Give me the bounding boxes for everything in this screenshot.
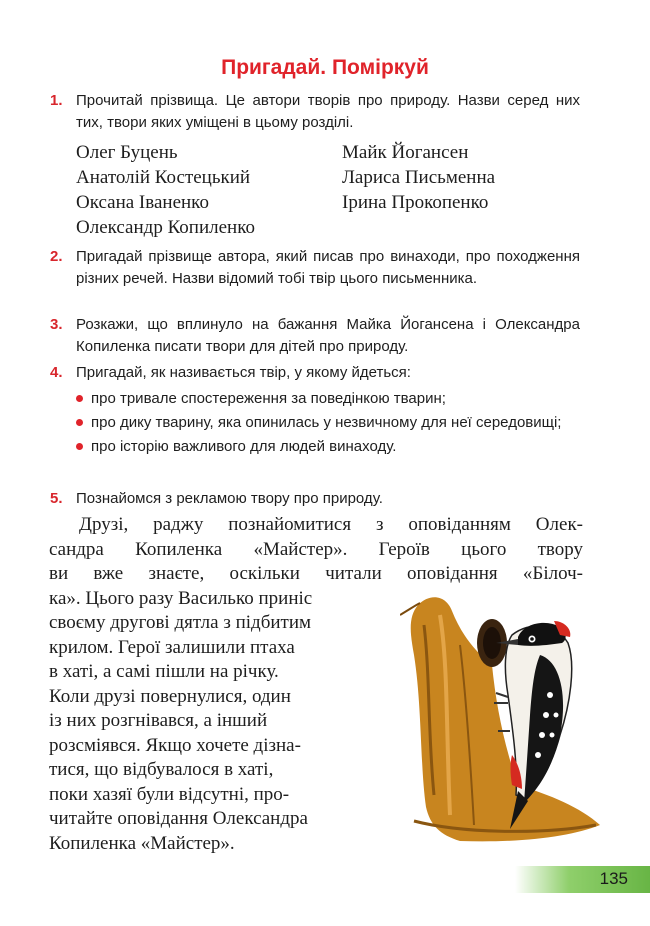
task-number: 5. <box>50 490 63 507</box>
authors-left-column <box>76 140 255 240</box>
bullet-text: про дику тварину, яка опинилась у незвичному для неї середовищі; <box>91 414 562 431</box>
story-line: ви вже знаєте, оскільки читали оповідання «Білоч- <box>49 563 583 584</box>
task-text: Познайомся з рекламою твору про природу. <box>76 490 383 507</box>
author-name: Олександр Копиленко <box>76 217 255 238</box>
task-3 <box>50 314 580 358</box>
task-number: 2. <box>50 248 63 265</box>
task-text: Розкажи, що вплинуло на бажання Майка Йогансена і Олександра Копиленка писати твори для дітей про природу. <box>76 316 580 355</box>
bullet-dot-icon <box>76 419 83 426</box>
bullet-text: про історію важливого для людей винаходу. <box>91 438 397 455</box>
task-text: Пригадай, як називається твір, у якому йдеться: <box>76 364 411 381</box>
story-line: Копиленка «Майстер». <box>49 832 235 854</box>
list-item <box>76 412 580 434</box>
story-line: тися, що відбувалося в хаті, <box>49 759 274 780</box>
task-2 <box>50 246 580 290</box>
page-number: 135 <box>599 869 628 888</box>
author-name: Олег Буцень <box>76 142 178 163</box>
task-number: 1. <box>50 92 63 109</box>
bullet-dot-icon <box>76 443 83 450</box>
task-number: 3. <box>50 316 63 333</box>
story-line: поки хазяї були відсутні, про- <box>49 783 290 805</box>
authors-right-column <box>342 140 495 215</box>
task-text: Пригадай прізвище автора, який писав про винаходи, про походження різних речей. Назви відомий тобі твір цього письменника. <box>76 248 580 287</box>
task-4 <box>50 362 580 384</box>
task-number: 4. <box>50 364 63 381</box>
woodpecker-on-tree-icon <box>400 585 610 845</box>
story-line: читайте оповідання Олександра <box>49 808 308 829</box>
task-1 <box>50 90 580 134</box>
bullet-list <box>76 388 580 460</box>
list-item <box>76 436 580 458</box>
list-item <box>76 388 580 410</box>
page-number-tab <box>515 866 650 893</box>
author-name: Лариса Письменна <box>342 167 496 188</box>
task-5 <box>50 488 580 510</box>
story-line: Друзі, раджу познайомитися з оповіданням Олек- <box>79 514 583 535</box>
bullet-text: про тривале спостереження за поведінкою тварин; <box>91 390 446 407</box>
story-line: Коли друзі повернулися, один <box>49 685 291 707</box>
author-name: Анатолій Костецький <box>76 167 251 188</box>
story-line: крилом. Герої залишили птаха <box>49 636 295 658</box>
story-line: ка». Цього разу Василько приніс <box>49 587 313 609</box>
story-line: своєму другові дятла з підбитим <box>49 612 312 633</box>
author-name: Майк Йогансен <box>342 142 469 163</box>
story-line: розсміявся. Якщо хочете дізна- <box>49 734 301 756</box>
story-line: із них розгнівався, а інший <box>49 710 268 731</box>
story-line: сандра Копиленка «Майстер». Героїв цього твору <box>49 538 583 560</box>
author-name: Ірина Прокопенко <box>342 192 489 213</box>
author-name: Оксана Іваненко <box>76 192 209 213</box>
bullet-dot-icon <box>76 395 83 402</box>
story-line: в хаті, а самі пішли на річку. <box>49 661 279 682</box>
task-text: Прочитай прізвища. Це автори творів про природу. Назви серед них тих, твори яких уміщені в цьому розділі. <box>76 92 580 131</box>
page-title: Пригадай. Поміркуй <box>221 56 429 79</box>
